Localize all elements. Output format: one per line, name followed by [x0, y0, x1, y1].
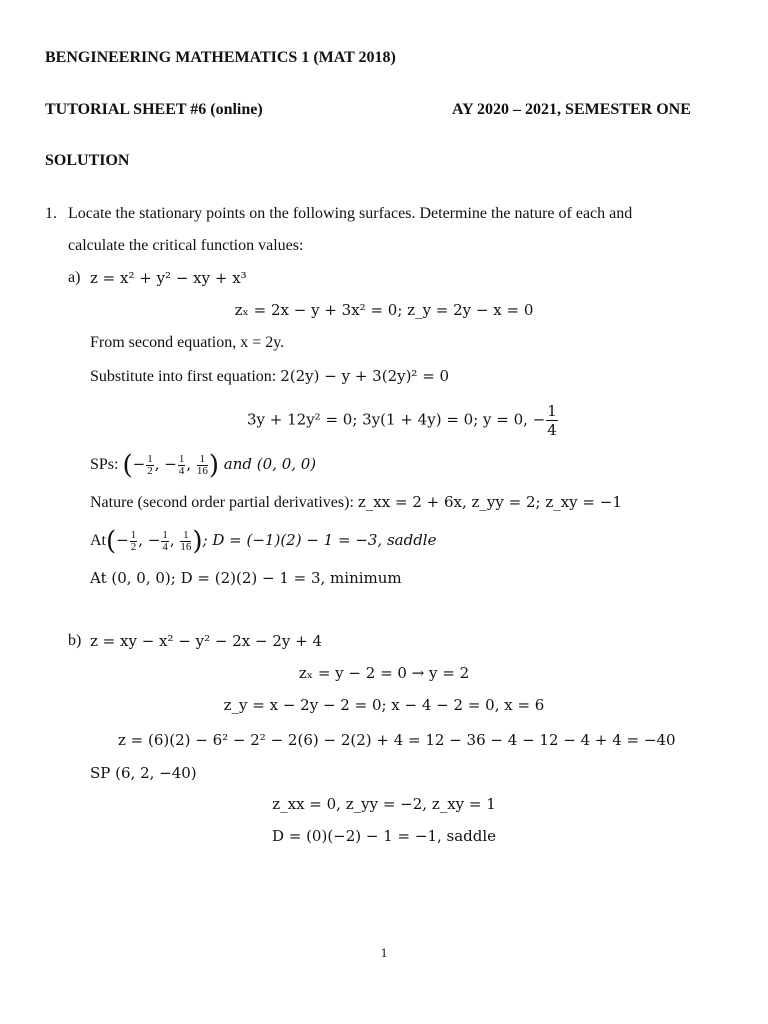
part-a-at2: At (0, 0, 0); D = (2)(2) − 1 = 3, minimum [90, 569, 402, 587]
part-a-solve [247, 402, 559, 439]
sp1-x-fraction: $\frac{1}{2}$ [147, 453, 153, 477]
at1-label: At [90, 532, 106, 550]
question-prompt-line1: Locate the stationary points on the following surfaces. Determine the nature of each and [68, 205, 633, 222]
at1-y-fraction: $\frac{1}{4}$ [162, 529, 168, 553]
page-number: 1 [380, 945, 388, 960]
part-b-zx: zₓ = y − 2 = 0 → y = 2 [298, 664, 470, 682]
question-number: 1. [45, 205, 57, 222]
part-a-function: z = x² + y² − xy + x³ [90, 269, 247, 287]
course-title: BENGINEERING MATHEMATICS 1 (MAT 2018) [45, 49, 396, 66]
tutorial-sheet-title: TUTORIAL SHEET #6 (online) [45, 101, 263, 118]
part-a-partials: zₓ = 2x − y + 3x² = 0; z_y = 2y − x = 0 [234, 301, 534, 319]
solve-fraction: $\frac{1}{4}$ [547, 402, 557, 439]
part-a-at1: At(− $\frac{1}{2}$ , − $\frac{1}{4}$ , $\frac{1}{16}$ ); D = (−1)(2) − 1 = −3, saddle [90, 526, 437, 557]
part-b-discriminant: D = (0)(−2) − 1 = −1, saddle [271, 827, 497, 845]
nature-text: Nature (second order partial derivatives): [90, 494, 358, 511]
substitute-text: Substitute into first equation: [90, 368, 281, 385]
academic-year: AY 2020 – 2021, SEMESTER ONE [452, 101, 691, 118]
at1-z-fraction: $\frac{1}{16}$ [180, 529, 192, 553]
part-a-label: a) [68, 269, 81, 286]
part-b-function: z = xy − x² − y² − 2x − 2y + 4 [90, 632, 322, 650]
substitute-equation: 2(2y) − y + 3(2y)² = 0 [280, 367, 450, 385]
question-prompt-line2: calculate the critical function values: [68, 237, 304, 254]
sps-and: and (0, 0, 0) [219, 455, 317, 474]
at1-result: ; D = (−1)(2) − 1 = −3, saddle [202, 531, 437, 550]
sp1-y-fraction: $\frac{1}{4}$ [178, 453, 185, 477]
sp1-z-fraction: $\frac{1}{16}$ [196, 453, 208, 477]
part-b-label: b) [68, 632, 82, 649]
at1-x-fraction: $\frac{1}{2}$ [130, 529, 137, 553]
part-b-zvalue: z = (6)(2) − 6² − 2² − 2(6) − 2(2) + 4 = 12 − 36 − 4 − 12 − 4 + 4 = −40 [118, 731, 676, 749]
part-b-sp: SP (6, 2, −40) [90, 764, 197, 782]
solution-heading: SOLUTION [45, 152, 130, 169]
nature-equation: z_xx = 2 + 6x, z_yy = 2; z_xy = −1 [357, 493, 622, 511]
solve-equation: 3y + 12y² = 0; 3y(1 + 4y) = 0; y = 0, − [247, 410, 546, 429]
part-b-zy: z_y = x − 2y − 2 = 0; x − 4 − 2 = 0, x = 6 [223, 696, 545, 714]
part-a-nature [90, 492, 622, 513]
part-a-sps: SPs: (− $\frac{1}{2}$ , − $\frac{1}{4}$ , $\frac{1}{16}$ ) and (0, 0, 0) [90, 450, 317, 481]
part-a-substitute [90, 366, 449, 387]
sps-label: SPs: [90, 456, 123, 474]
part-b-second-derivatives: z_xx = 0, z_yy = −2, z_xy = 1 [272, 795, 496, 813]
part-a-from-second: From second equation, x = 2y. [90, 334, 285, 351]
